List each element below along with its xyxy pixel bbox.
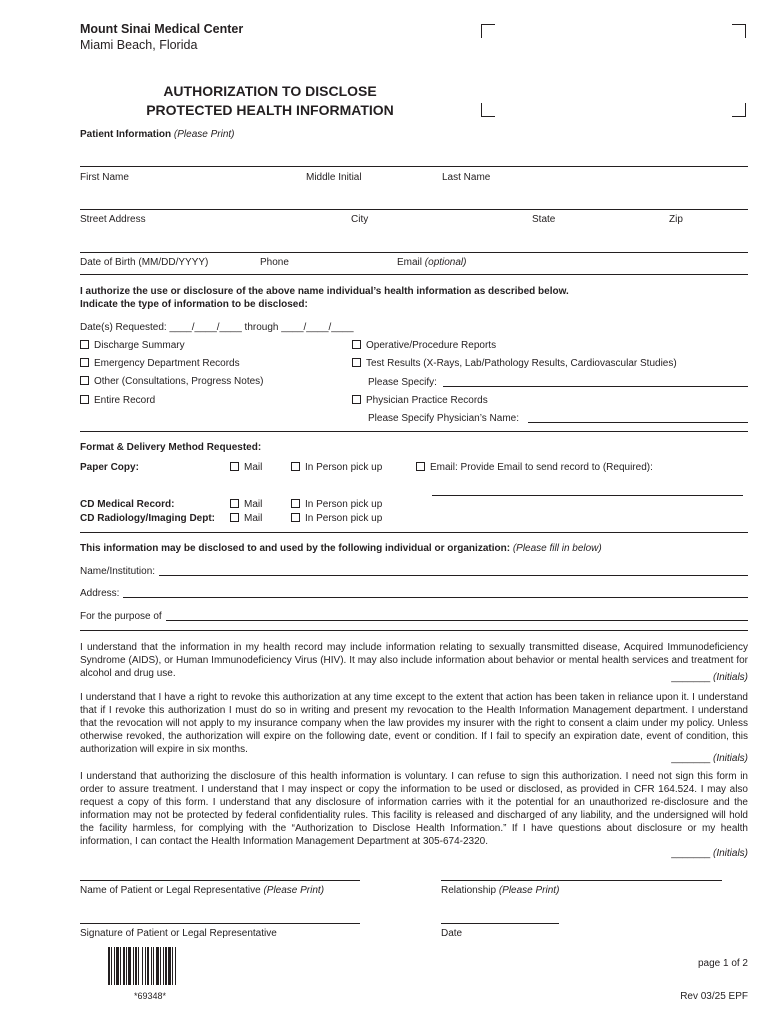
corner-mark-bottom-right	[732, 103, 746, 117]
phone-label: Phone	[260, 257, 289, 268]
section-divider	[80, 431, 748, 432]
date-label: Date	[441, 928, 463, 939]
patient-name-label-text: Name of Patient or Legal Representative	[80, 885, 261, 896]
paper-mail-option[interactable]	[230, 462, 262, 473]
dates-requested[interactable]: Date(s) Requested: ____/____/____ through ____/____/____	[80, 322, 354, 333]
cd-medical-pickup-option[interactable]	[291, 499, 382, 510]
initials-label: (Initials)	[712, 753, 748, 764]
please-specify-label: Please Specify:	[368, 377, 437, 388]
initials-label: (Initials)	[712, 672, 748, 683]
initials-field-3[interactable]	[671, 848, 748, 859]
physician-name-field[interactable]	[528, 422, 748, 423]
option-label: In Person pick up	[305, 513, 383, 524]
option-discharge-summary[interactable]	[80, 340, 185, 351]
email-address-field[interactable]	[432, 495, 743, 496]
option-label: Mail	[244, 513, 263, 524]
organization-location: Miami Beach, Florida	[80, 38, 198, 52]
email-label-text: Email	[397, 257, 423, 268]
relationship-label-text: Relationship	[441, 885, 497, 896]
authorize-statement: I authorize the use or disclosure of the above name individual’s health information as described below.	[80, 286, 569, 297]
patient-name-line[interactable]	[80, 880, 360, 881]
state-label: State	[532, 214, 556, 225]
initials-field-2[interactable]	[671, 753, 748, 764]
option-label: Entire Record	[94, 395, 156, 406]
recipient-intro	[80, 543, 602, 554]
checkbox[interactable]	[352, 340, 361, 349]
option-label: In Person pick up	[305, 499, 383, 510]
option-label: Mail	[244, 462, 263, 473]
city-label: City	[351, 214, 369, 225]
patient-name-label	[80, 885, 324, 896]
recipient-intro-note: (Please fill in below)	[512, 543, 602, 554]
page-number: page 1 of 2	[697, 958, 748, 969]
first-name-label: First Name	[80, 172, 129, 183]
section-divider	[80, 532, 748, 533]
checkbox[interactable]	[80, 395, 89, 404]
signature-line[interactable]	[80, 923, 360, 924]
cd-medical-mail-option[interactable]	[230, 499, 262, 510]
option-label: Physician Practice Records	[366, 395, 488, 406]
checkbox[interactable]	[352, 358, 361, 367]
authorize-instruction: Indicate the type of information to be disclosed:	[80, 299, 308, 310]
initials-blank[interactable]: _______	[671, 753, 711, 764]
checkbox[interactable]	[230, 462, 239, 471]
cd-radiology-mail-option[interactable]	[230, 513, 262, 524]
checkbox[interactable]	[291, 513, 300, 522]
initials-blank[interactable]: _______	[671, 848, 711, 859]
option-label: Other (Consultations, Progress Notes)	[94, 376, 264, 387]
street-address-label: Street Address	[80, 214, 146, 225]
barcode-text: *69348*	[134, 991, 167, 1001]
zip-label: Zip	[669, 214, 683, 225]
option-other[interactable]	[80, 376, 264, 387]
cd-radiology-pickup-option[interactable]	[291, 513, 382, 524]
patient-info-heading-text: Patient Information	[80, 129, 172, 140]
date-line[interactable]	[441, 923, 559, 924]
last-name-label: Last Name	[442, 172, 491, 183]
form-title-line1: AUTHORIZATION TO DISCLOSE	[163, 83, 377, 99]
relationship-label-note: (Please Print)	[498, 885, 560, 896]
physician-name-label: Please Specify Physician’s Name:	[368, 413, 519, 424]
middle-initial-label: Middle Initial	[306, 172, 362, 183]
corner-mark-bottom-left	[481, 103, 495, 117]
option-label: Test Results (X-Rays, Lab/Pathology Results, Cardiovascular Studies)	[366, 358, 677, 369]
checkbox[interactable]	[80, 358, 89, 367]
option-label: Discharge Summary	[94, 340, 185, 351]
paper-copy-label: Paper Copy:	[80, 462, 139, 473]
organization-name: Mount Sinai Medical Center	[80, 22, 244, 36]
option-label: Mail	[244, 499, 263, 510]
email-label	[397, 257, 467, 268]
voluntary-paragraph: I understand that authorizing the disclosure of this health information is voluntary. I can refuse to sign this authorization. I need not sign this form in order to assure treatment. I understand that I may inspect or copy the information to be used or disclosed, as provided in CFR 164.524. I may also request a copy of this form. I understand that any disclosure of information carries with it the potential for an unauthorized re-disclosure and the information may not be protected by federal confidentiality rules. This facility is released and discharged of any liability, and the undersigned will hold the facility harmless, for complying with the “Authorization to Disclose Health Information.” If I have questions about disclosure or my health information, I can contact the Health Information Management Department at 305-674-2320.	[80, 771, 748, 848]
dob-label: Date of Birth (MM/DD/YYYY)	[80, 257, 209, 268]
checkbox[interactable]	[80, 376, 89, 385]
recipient-address-field[interactable]	[123, 597, 748, 598]
initials-blank[interactable]: _______	[671, 672, 711, 683]
recipient-intro-text: This information may be disclosed to and used by the following individual or organization:	[80, 543, 511, 554]
checkbox[interactable]	[80, 340, 89, 349]
option-entire-record[interactable]	[80, 395, 155, 406]
relationship-line[interactable]	[441, 880, 722, 881]
initials-label: (Initials)	[712, 848, 748, 859]
revocation-paragraph: I understand that I have a right to revoke this authorization at any time except to the extent that action has been taken in reliance upon it. I understand that if I revoke this authorization I must do so in writing and present my revocation to the Health Information Management department. I understand that the revocation will not apply to my insurance company when the law provides my insurer with the right to consent a claim under my policy. Unless otherwise revoked, the authorization will expire on the following date, event or condition. If I fail to specify an expiration date, event of condition, this authorization will expire in six months.	[80, 692, 748, 756]
section-divider	[80, 630, 748, 631]
recipient-name-label: Name/Institution:	[80, 566, 156, 577]
option-label: Operative/Procedure Reports	[366, 340, 497, 351]
section-divider	[80, 274, 748, 275]
checkbox[interactable]	[230, 499, 239, 508]
option-physician-records[interactable]	[352, 395, 488, 406]
purpose-field[interactable]	[166, 620, 748, 621]
hiv-disclosure-paragraph: I understand that the information in my health record may include information relating to sexually transmitted disease, Acquired Immunodeficiency Syndrome (AIDS), or Human Immunodeficiency Virus (HIV). It may also include information about behavior or mental health services and treatment for alcohol and drug use.	[80, 642, 748, 680]
option-emergency-records[interactable]	[80, 358, 240, 369]
patient-info-heading	[80, 129, 234, 140]
name-line[interactable]	[80, 166, 748, 167]
option-test-results[interactable]	[352, 358, 677, 369]
option-label: Emergency Department Records	[94, 358, 240, 369]
contact-line[interactable]	[80, 252, 748, 253]
recipient-address-label: Address:	[80, 588, 120, 599]
option-operative-reports[interactable]	[352, 340, 496, 351]
option-label: Email: Provide Email to send record to (Required):	[430, 462, 653, 473]
checkbox[interactable]	[291, 499, 300, 508]
corner-mark-top-right	[732, 24, 746, 38]
signature-label: Signature of Patient or Legal Representative	[80, 928, 277, 939]
checkbox[interactable]	[230, 513, 239, 522]
initials-field-1[interactable]	[671, 672, 748, 683]
please-specify-field[interactable]	[443, 386, 748, 387]
patient-info-heading-note: (Please Print)	[173, 129, 235, 140]
form-title	[90, 82, 450, 120]
purpose-label: For the purpose of	[80, 611, 162, 622]
paper-pickup-option[interactable]	[291, 462, 382, 473]
barcode	[108, 947, 195, 988]
checkbox[interactable]	[291, 462, 300, 471]
cd-radiology-label: CD Radiology/Imaging Dept:	[80, 513, 215, 524]
address-line[interactable]	[80, 209, 748, 210]
checkbox[interactable]	[416, 462, 425, 471]
email-label-note: (optional)	[424, 257, 467, 268]
option-label: In Person pick up	[305, 462, 383, 473]
paper-email-option[interactable]	[416, 462, 653, 473]
revision-code: Rev 03/25 EPF	[680, 991, 748, 1002]
corner-mark-top-left	[481, 24, 495, 38]
delivery-heading: Format & Delivery Method Requested:	[80, 442, 262, 453]
patient-name-label-note: (Please Print)	[263, 885, 325, 896]
recipient-name-field[interactable]	[159, 575, 748, 576]
checkbox[interactable]	[352, 395, 361, 404]
barcode-graphic	[108, 947, 195, 985]
cd-medical-label: CD Medical Record:	[80, 499, 175, 510]
relationship-label	[441, 885, 559, 896]
form-title-line2: PROTECTED HEALTH INFORMATION	[146, 102, 394, 118]
